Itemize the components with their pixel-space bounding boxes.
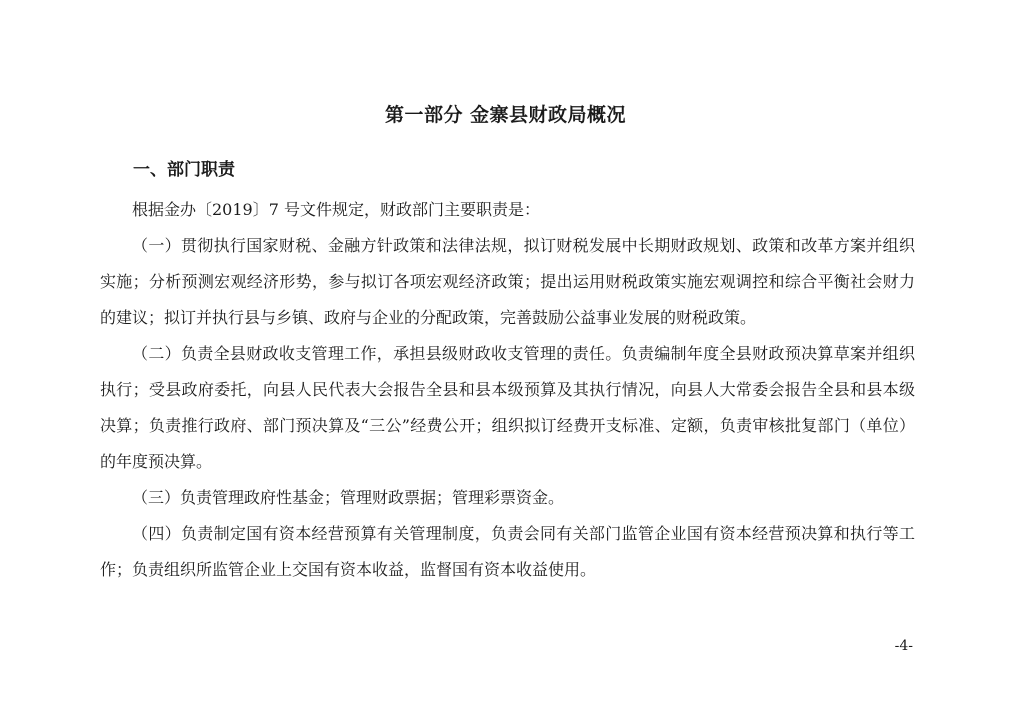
paragraph-intro: 根据金办〔2019〕7 号文件规定，财政部门主要职责是： — [132, 200, 540, 219]
page-number: -4- — [894, 638, 913, 654]
paragraph-duty-2: （二）负责全县财政收支管理工作，承担县级财政收支管理的责任。负责编制年度全县财政预决算草案并组织执行；受县政府委托，向县人民代表大会报告全县和县本级预算及其执行情况，向县人大常委会报告全县和县本级决算；负责推行政府、部门预决算及“三公”经费公开；组织拟订经费开支标准、定额，负责审核批复部门（单位）的年度预决算。 — [100, 344, 915, 471]
paragraph-duty-3: （三）负责管理政府性基金；管理财政票据；管理彩票资金。 — [132, 488, 565, 507]
paragraph-duty-1: （一）贯彻执行国家财税、金融方针政策和法律法规，拟订财税发展中长期财政规划、政策和改革方案并组织实施；分析预测宏观经济形势，参与拟订各项宏观经济政策；提出运用财税政策实施宏观调控和综合平衡社会财力的建议；拟订并执行县与乡镇、政府与企业的分配政策，完善鼓励公益事业发展的财税政策。 — [100, 236, 915, 327]
paragraph-duty-4: （四）负责制定国有资本经营预算有关管理制度，负责会同有关部门监管企业国有资本经营预决算和执行等工作；负责组织所监管企业上交国有资本收益，监督国有资本收益使用。 — [100, 524, 915, 579]
section-heading: 一、部门职责 — [133, 160, 235, 180]
body-text — [100, 192, 915, 588]
page-title: 第一部分 金寨县财政局概况 — [384, 104, 627, 126]
